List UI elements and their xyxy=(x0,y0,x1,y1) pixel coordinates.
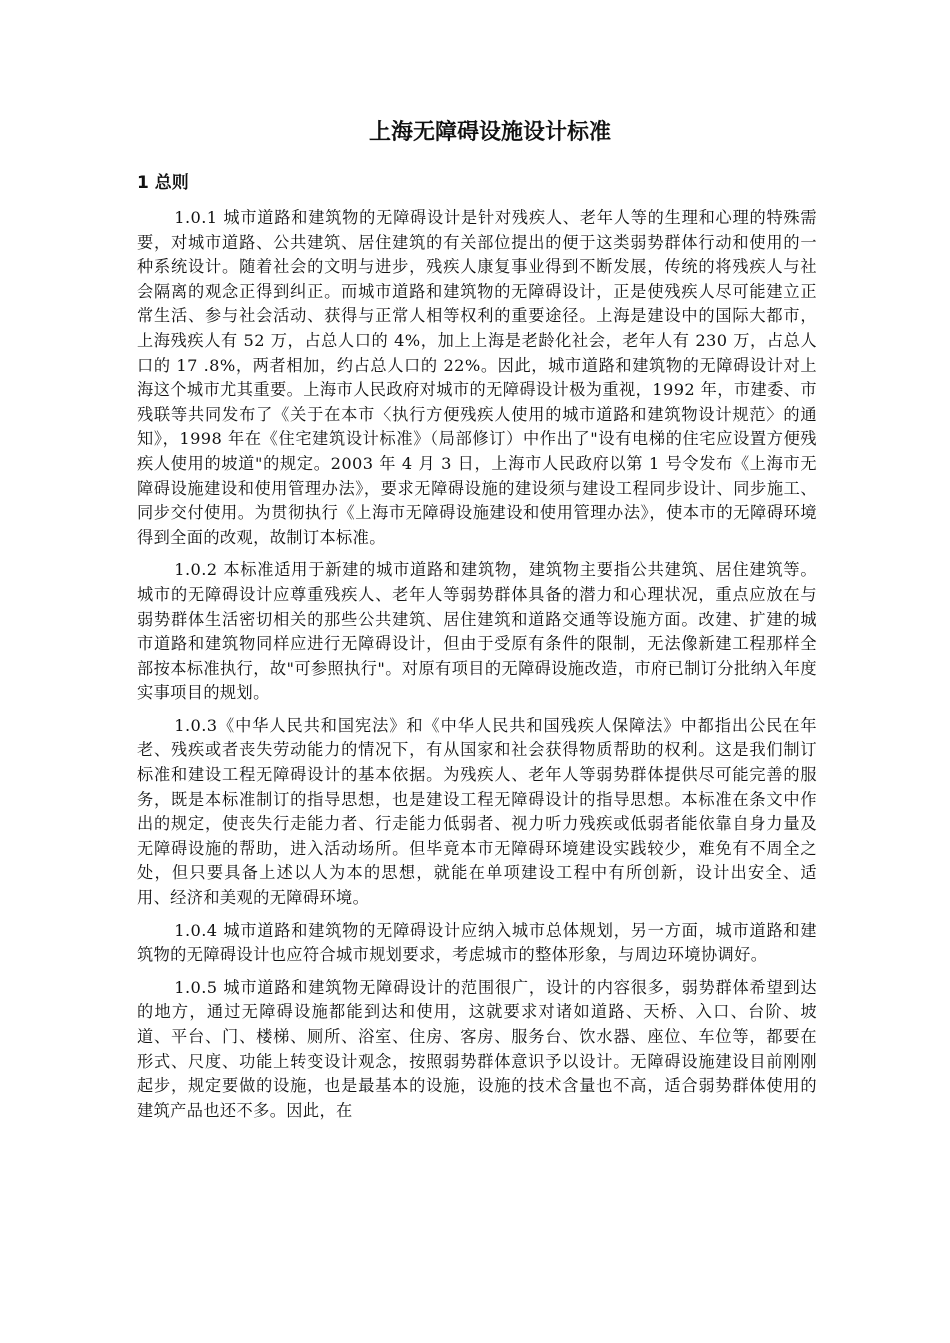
paragraph-1-0-4: 1.0.4 城市道路和建筑物的无障碍设计应纳入城市总体规划，另一方面，城市道路和建筑物的无障碍设计也应符合城市规划要求，考虑城市的整体形象，与周边环境协调好。 xyxy=(137,920,817,965)
document-title: 上海无障碍设施设计标准 xyxy=(368,120,611,145)
section-heading: 1 总则 xyxy=(137,173,189,193)
document-body xyxy=(137,206,817,1131)
paragraph-1-0-1: 1.0.1 城市道路和建筑物的无障碍设计是针对残疾人、老年人等的生理和心理的特殊需要，对城市道路、公共建筑、居住建筑的有关部位提出的便于这类弱势群体行动和使用的一种系统设计。随着社会的文明与进步，残疾人康复事业得到不断发展，传统的将残疾人与社会隔离的观念正得到纠正。而城市道路和建筑物的无障碍设计，正是使残疾人尽可能建立正常生活、参与社会活动、获得与正常人相等权利的重要途径。上海是建设中的国际大都市，上海残疾人有 52 万，占总人口的 4%，加上上海是老龄化社会，老年人有 230 万，占总人口的 17 .8%，两者相加，约占总人口的 22%。因此，城市道路和建筑物的无障碍设计对上海这个城市尤其重要。上海市人民政府对城市的无障碍设计极为重视，1992 年，市建委、市残联等共同发布了《关于在本市〈执行方便残疾人使用的城市道路和建筑物设计规范〉的通知》，1998 年在《住宅建筑设计标准》（局部修订）中作出了"设有电梯的住宅应设置方便残疾人使用的坡道"的规定。2003 年 4 月 3 日，上海市人民政府以第 1 号令发布《上海市无障碍设施建设和使用管理办法》，要求无障碍设施的建设须与建设工程同步设计、同步施工、同步交付使用。为贯彻执行《上海市无障碍设施建设和使用管理办法》，使本市的无障碍环境得到全面的改观，故制订本标准。 xyxy=(137,208,817,547)
paragraph-1-0-3: 1.0.3《中华人民共和国宪法》和《中华人民共和国残疾人保障法》中都指出公民在年老、残疾或者丧失劳动能力的情况下，有从国家和社会获得物质帮助的权利。这是我们制订标准和建设工程无障碍设计的基本依据。为残疾人、老年人等弱势群体提供尽可能完善的服务，既是本标准制订的指导思想，也是建设工程无障碍设计的指导思想。本标准在条文中作出的规定，使丧失行走能力者、行走能力低弱者、视力听力残疾或低弱者能依靠自身力量及无障碍设施的帮助，进入活动场所。但毕竟本市无障碍环境建设实践较少，难免有不周全之处，但只要具备上述以人为本的思想，就能在单项建设工程中有所创新，设计出安全、适用、经济和美观的无障碍环境。 xyxy=(137,715,817,908)
paragraph-1-0-5: 1.0.5 城市道路和建筑物无障碍设计的范围很广，设计的内容很多，弱势群体希望到达的地方，通过无障碍设施都能到达和使用，这就要求对诸如道路、天桥、入口、台阶、坡道、平台、门、楼梯、厕所、浴室、住房、客房、服务台、饮水器、座位、车位等，都要在形式、尺度、功能上转变设计观念，按照弱势群体意识予以设计。无障碍设施建设目前刚刚起步，规定要做的设施，也是最基本的设施，设施的技术含量也不高，适合弱势群体使用的建筑产品也还不多。因此，在 xyxy=(137,977,817,1120)
paragraph-1-0-2: 1.0.2 本标准适用于新建的城市道路和建筑物，建筑物主要指公共建筑、居住建筑等。城市的无障碍设计应尊重残疾人、老年人等弱势群体具备的潜力和心理状况，重点应放在与弱势群体生活密切相关的那些公共建筑、居住建筑和道路交通等设施方面。改建、扩建的城市道路和建筑物同样应进行无障碍设计，但由于受原有条件的限制，无法像新建工程那样全部按本标准执行，故"可参照执行"。对原有项目的无障碍设施改造，市府已制订分批纳入年度实事项目的规划。 xyxy=(137,560,817,703)
